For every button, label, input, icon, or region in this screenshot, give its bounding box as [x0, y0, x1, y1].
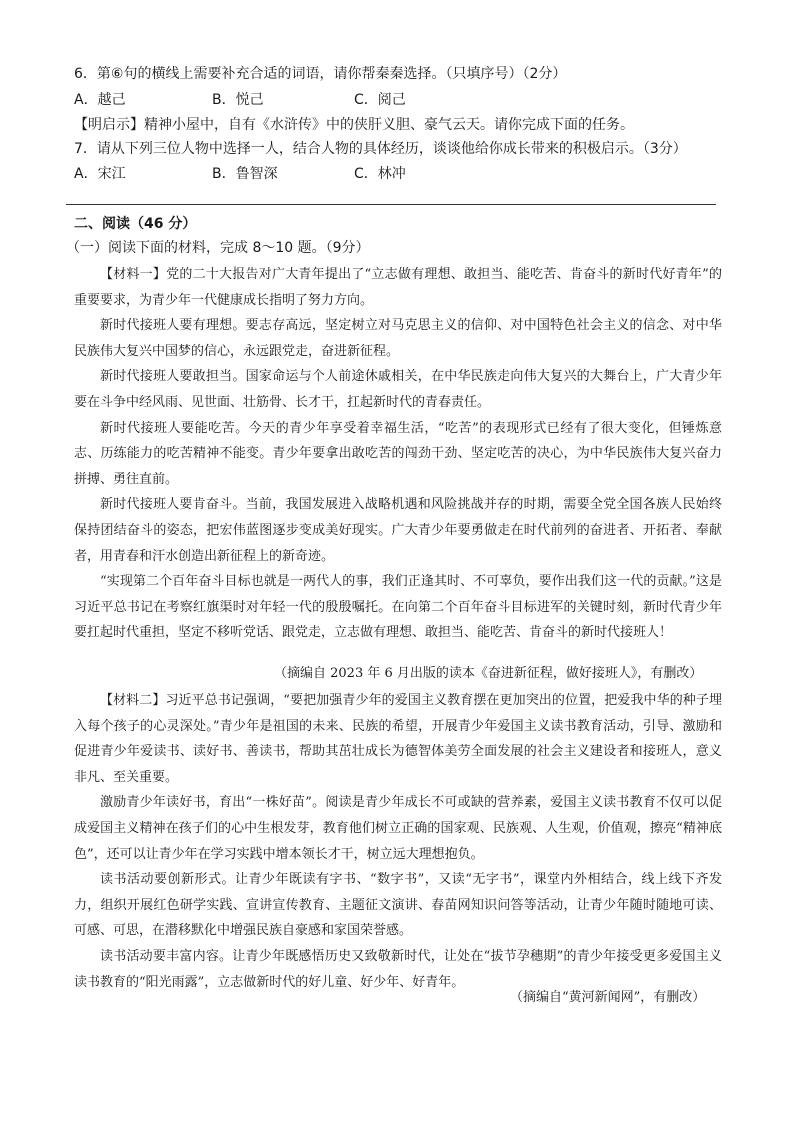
option-a: A．越己: [74, 92, 126, 108]
option-c: C．林冲: [354, 166, 406, 182]
material-1: [74, 262, 722, 646]
paragraph: 读书活动要创新形式。让青少年既读有字书、“数字书”，又读“无字书”，课堂内外相结合，线上线下齐发力，组织开展红色研学实践、宣讲宣传教育、主题征文演讲、春苗网知识问答等活动，让青少年随时随地可读、可感、可思，在潜移默化中增强民族自豪感和家国荣誉感。: [74, 872, 722, 939]
material-2: [74, 688, 722, 995]
option-b: B．鲁智深: [212, 166, 278, 182]
section-subtitle: （一）阅读下面的材料，完成 8～10 题。（9分）: [66, 240, 370, 256]
source-citation-2: （摘编自“黄河新闻网”，有删改）: [510, 990, 706, 1005]
paragraph: 新时代接班人要能吃苦。今天的青少年享受着幸福生活，“吃苦”的表现形式已经有了很大变化，但锤炼意志、历练能力的吃苦精神不能变。青少年要拿出敢吃苦的闯劲干劲、坚定吃苦的决心，为中华民族伟大复兴奋力拼搏、勇往直前。: [74, 420, 722, 487]
section-title: 二、阅读（46 分）: [74, 216, 197, 232]
question-6-options: [74, 90, 724, 110]
source-citation-1: （摘编自 2023 年 6 月出版的读本《奋进新征程，做好接班人》，有删改）: [274, 666, 703, 681]
paragraph: 新时代接班人要肯奋斗。当前，我国发展进入战略机遇和风险挑战并存的时期，需要全党全国各族人民始终保持团结奋斗的姿态，把宏伟蓝图逐步变成美好现实。广大青少年要勇做走在时代前列的奋进者、开拓者、奉献者，用青春和汗水创造出新征程上的新奇迹。: [74, 497, 722, 564]
paragraph: 【材料二】习近平总书记强调，“要把加强青少年的爱国主义教育摆在更加突出的位置，把爱我中华的种子埋入每个孩子的心灵深处。”青少年是祖国的未来、民族的希望，开展青少年爱国主义读书教育活动，引导、激励和促进青少年爱读书、读好书、善读书，帮助其茁壮成长为德智体美劳全面发展的社会主义建设者和接班人，意义非凡、至关重要。: [74, 693, 722, 785]
question-7: 7．请从下列三位人物中选择一人，结合人物的具体经历，谈谈他给你成长带来的积极启示。（3分）: [74, 141, 687, 157]
section-divider: [66, 204, 716, 205]
option-a: A．宋江: [74, 166, 126, 182]
paragraph: 激励青少年读好书，育出“一株好苗”。阅读是青少年成长不可或缺的营养素，爱国主义读书教育不仅可以促成爱国主义精神在孩子们的心中生根发芽，教育他们树立正确的国家观、民族观、人生观，价值观，擦亮“精神底色”，还可以让青少年在学习实践中增本领长才干，树立远大理想抱负。: [74, 795, 722, 862]
option-c: C．阅己: [354, 92, 406, 108]
paragraph: 新时代接班人要敢担当。国家命运与个人前途休戚相关，在中华民族走向伟大复兴的大舞台上，广大青少年要在斗争中经风雨、见世面、壮筋骨、长才干，扛起新时代的青春责任。: [74, 369, 722, 410]
paragraph: 读书活动要丰富内容。让青少年既感悟历史又致敬新时代，让处在“拔节孕穗期”的青少年接受更多爱国主义读书教育的“阳光雨露”，立志做新时代的好儿童、好少年、好青年。: [74, 948, 722, 990]
mingshi-prompt: 【明启示】精神小屋中，自有《水浒传》中的侠肝义胆、豪气云天。请你完成下面的任务。: [74, 117, 634, 133]
question-7-options: [74, 164, 724, 184]
paragraph: 【材料一】党的二十大报告对广大青年提出了“立志做有理想、敢担当、能吃苦、肯奋斗的新时代好青年”的重要要求，为青少年一代健康成长指明了努力方向。: [74, 267, 722, 308]
paragraph: 新时代接班人要有理想。要志存高远，坚定树立对马克思主义的信仰、对中国特色社会主义的信念、对中华民族伟大复兴中国梦的信心，永远跟党走，奋进新征程。: [74, 318, 722, 359]
question-6: 6．第⑥句的横线上需要补充合适的词语，请你帮秦秦选择。（只填序号）（2分）: [74, 66, 567, 82]
paragraph: “实现第二个百年奋斗目标也就是一两代人的事，我们正逢其时、不可辜负，要作出我们这一代的贡献。”这是习近平总书记在考察红旗渠时对年轻一代的殷殷嘱托。在向第二个百年奋斗目标进军的关键时刻，新时代青少年要扛起时代重担，坚定不移听党话、跟党走，立志做有理想、敢担当、能吃苦、肯奋斗的新时代接班人！: [74, 574, 722, 641]
option-b: B．悦己: [212, 92, 264, 108]
